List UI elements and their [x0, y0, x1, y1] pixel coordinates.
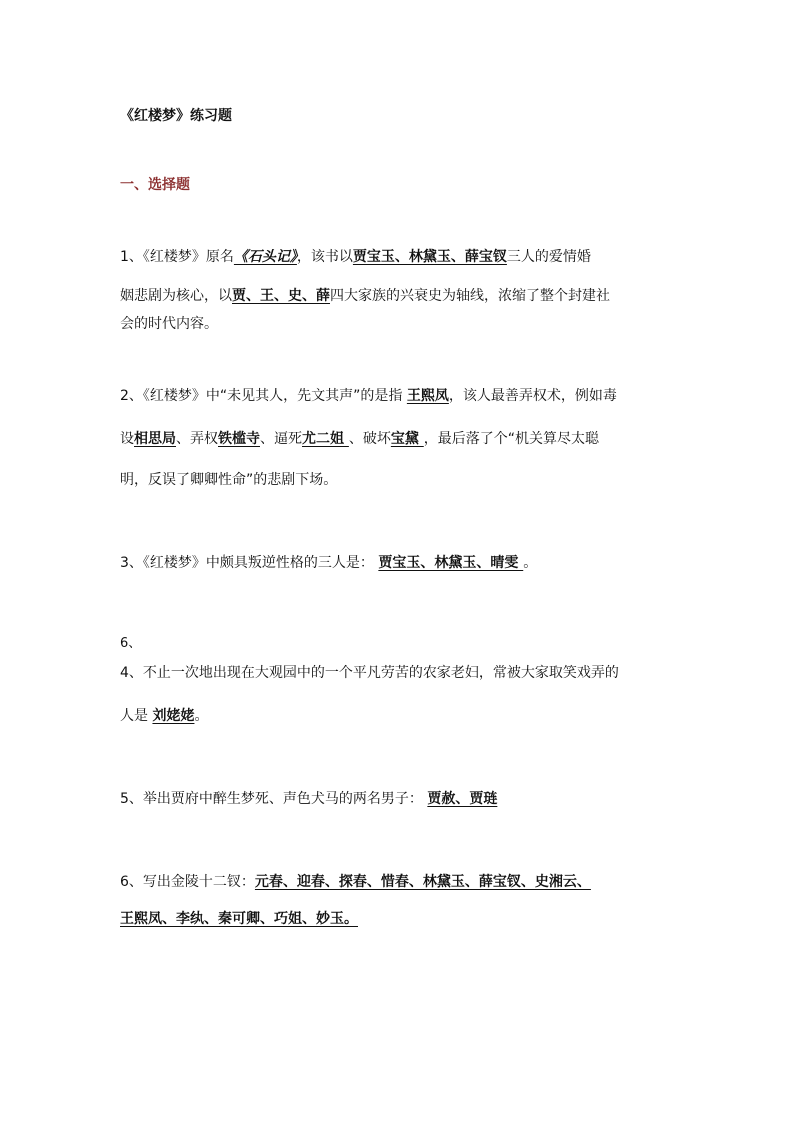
q6-line-2 [120, 909, 358, 929]
q1-answer-original-name: 《石头记》 [233, 249, 297, 265]
q2-text: ，该人最善弄权术，例如毒 [448, 388, 617, 404]
q1-text: 三人的爱情婚 [506, 249, 591, 265]
q3-text: 。 [523, 555, 538, 571]
q2-line-3: 明，反误了卿卿性命”的悲剧下场。 [120, 472, 338, 488]
q1-answer-three-people: 贾宝玉、林黛玉、薛宝钗 [352, 249, 507, 265]
section-heading: 一、选择题 [120, 177, 190, 193]
q2-text: 、破坏 [348, 431, 391, 447]
q4-line-1: 4、不止一次地出现在大观园中的一个平凡劳苦的农家老妇，常被大家取笑戏弄的 [120, 665, 619, 681]
q1-line-2 [120, 286, 610, 306]
stray-number-label: 6、 [120, 636, 142, 651]
q1-line-1 [120, 247, 591, 267]
q4-line-2 [120, 706, 208, 726]
q5-line [120, 789, 497, 809]
q6-answer-part-2: 王熙凤、李纨、秦可卿、巧姐、妙玉。 [120, 911, 358, 927]
q1-text: 1、《红楼梦》原名 [120, 249, 234, 265]
q2-answer-3: 尤二姐 [302, 431, 349, 447]
q2-answer-2: 铁槛寺 [218, 431, 260, 447]
q2-line-1 [120, 386, 617, 406]
q5-text: 5、举出贾府中醉生梦死、声色犬马的两名男子： [120, 791, 428, 807]
q6-answer-part-1: 元春、迎春、探春、惜春、林黛玉、薛宝钗、史湘云、 [254, 874, 591, 890]
q2-text: 2、《红楼梦》中“未见其人，先文其声”的是指 [120, 388, 407, 404]
q1-text: 四大家族的兴衰史为轴线，浓缩了整个封建社 [330, 288, 610, 304]
document-title: 《红楼梦》练习题 [120, 108, 232, 124]
q2-answer-1: 相思局 [134, 431, 176, 447]
q2-text: 设 [120, 431, 134, 447]
q4-text: 。 [194, 708, 209, 724]
q4-text: 人是 [120, 708, 153, 724]
q6-line-1 [120, 872, 591, 892]
q2-text: 、逼死 [260, 431, 302, 447]
q5-answer: 贾赦、贾琏 [427, 791, 498, 807]
q3-line [120, 553, 537, 573]
q2-line-2 [120, 429, 599, 449]
q1-text: ，该书以 [296, 249, 353, 265]
q2-text: ，最后落了个“机关算尽太聪 [423, 431, 600, 447]
q3-answer: 贾宝玉、林黛玉、晴雯 [378, 555, 524, 571]
q1-text: 姻悲剧为核心，以 [120, 288, 232, 304]
q2-answer-wang-xifeng: 王熙凤 [406, 388, 449, 404]
q2-answer-4: 宝黛 [390, 431, 424, 447]
q1-answer-four-families: 贾、王、史、薛 [232, 288, 330, 304]
q1-line-3: 会的时代内容。 [120, 316, 218, 332]
q3-text: 3、《红楼梦》中颇具叛逆性格的三人是： [120, 555, 379, 571]
q2-text: 、弄权 [176, 431, 218, 447]
q4-answer: 刘姥姥 [152, 708, 195, 724]
q6-text: 6、写出金陵十二钗： [120, 874, 255, 890]
